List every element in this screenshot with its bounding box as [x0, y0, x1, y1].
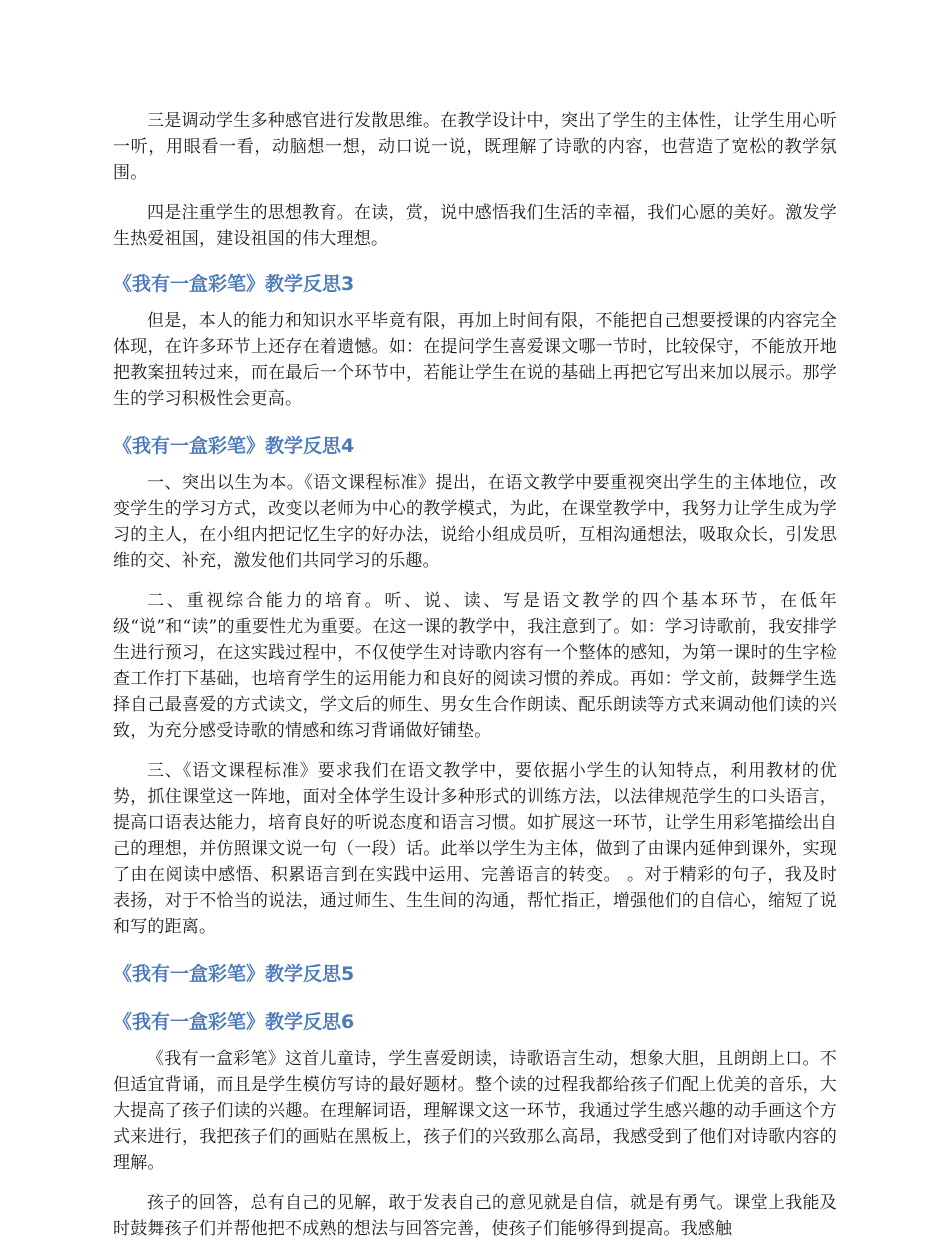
- body-paragraph: 一、突出以生为本。《语文课程标准》提出，在语文教学中要重视突出学生的主体地位，改变学生的学习方式，改变以老师为中心的教学模式，为此，在课堂教学中，我努力让学生成为学习的主人，在小组内把记忆生字的好办法，说给小组成员听，互相沟通想法，吸取众长，引发思维的交、补充，激发他们共同学习的乐趣。: [113, 473, 837, 571]
- body-paragraph: 但是，本人的能力和知识水平毕竟有限，再加上时间有限，不能把自己想要授课的内容完全体现，在许多环节上还存在着遗憾。如：在提问学生喜爱课文哪一节时，比较保守，不能放开地把教案扭转过来，而在最后一个环节中，若能让学生在说的基础上再把它写出来加以展示。那学生的学习积极性会更高。: [113, 311, 837, 409]
- section-heading: 《我有一盒彩笔》教学反思6: [113, 1011, 355, 1033]
- section-heading: 《我有一盒彩笔》教学反思4: [113, 435, 355, 457]
- body-paragraph: 《我有一盒彩笔》这首儿童诗，学生喜爱朗读，诗歌语言生动，想象大胆，且朗朗上口。不但适宜背诵，而且是学生模仿写诗的最好题材。整个读的过程我都给孩子们配上优美的音乐，大大提高了孩子们读的兴趣。在理解词语，理解课文这一环节，我通过学生感兴趣的动手画这个方式来进行，我把孩子们的画贴在黑板上，孩子们的兴致那么高昂，我感受到了他们对诗歌内容的理解。: [113, 1049, 837, 1173]
- body-paragraph: 三、《语文课程标准》要求我们在语文教学中，要依据小学生的认知特点，利用教材的优势，抓住课堂这一阵地，面对全体学生设计多种形式的训练方法，以法律规范学生的口头语言，提高口语表达能力，培育良好的听说态度和语言习惯。如扩展这一环节，让学生用彩笔描绘出自己的理想，并仿照课文说一句（一段）话。此举以学生为主体，做到了由课内延伸到课外，实现了由在阅读中感悟、积累语言到在实践中运用、完善语言的转变。 。对于精彩的句子，我及时表扬，对于不恰当的说法，通过师生、生生间的沟通，帮忙指正，增强他们的自信心，缩短了说和写的距离。: [113, 761, 837, 937]
- body-paragraph: 孩子的回答，总有自己的见解，敢于发表自己的意见就是自信，就是有勇气。课堂上我能及时鼓舞孩子们并帮他把不成熟的想法与回答完善，使孩子们能够得到提高。我感触: [113, 1193, 837, 1239]
- body-paragraph: 二、重视综合能力的培育。听、说、读、写是语文教学的四个基本环节，在低年级“说”和“读”的重要性尤为重要。在这一课的教学中，我注意到了。如：学习诗歌前，我安排学生进行预习，在这实践过程中，不仅使学生对诗歌内容有一个整体的感知，为第一课时的生字检查工作打下基础，也培育学生的运用能力和良好的阅读习惯的养成。再如：学文前，鼓舞学生选择自己最喜爱的方式读文，学文后的师生、男女生合作朗读、配乐朗读等方式来调动他们读的兴致，为充分感受诗歌的情感和练习背诵做好铺垫。: [113, 591, 837, 741]
- body-paragraph: 四是注重学生的思想教育。在读，赏，说中感悟我们生活的幸福，我们心愿的美好。激发学生热爱祖国，建设祖国的伟大理想。: [113, 203, 837, 249]
- section-heading: 《我有一盒彩笔》教学反思5: [113, 963, 355, 985]
- body-paragraph: 三是调动学生多种感官进行发散思维。在教学设计中，突出了学生的主体性，让学生用心听一听，用眼看一看，动脑想一想，动口说一说，既理解了诗歌的内容，也营造了宽松的教学氛围。: [113, 111, 837, 183]
- section-heading: 《我有一盒彩笔》教学反思3: [113, 273, 355, 295]
